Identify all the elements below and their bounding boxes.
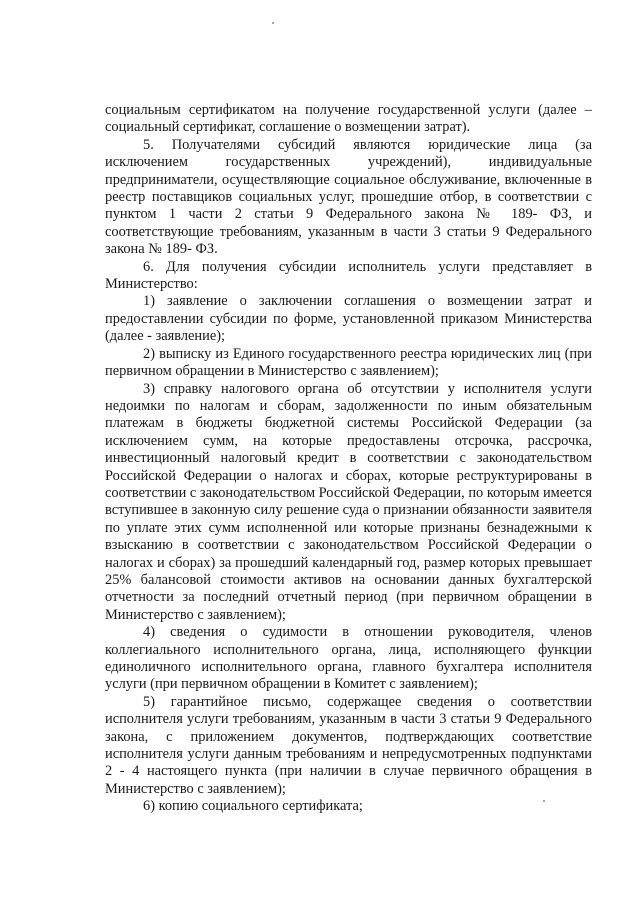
paragraph: 2) выписку из Единого государственного реестра юридических лиц (при первичном обращении в Министерство с заявлением);: [105, 345, 592, 380]
paragraph: 1) заявление о заключении соглашения о возмещении затрат и предоставлении субсидии по форме, установленной приказом Министерства (далее - заявление);: [105, 293, 592, 345]
paragraph: 4) сведения о судимости в отношении руководителя, членов коллегиального исполнительного органа, лица, исполняющего функции единоличного исполнительного органа, главного бухгалтера исполнителя услуги (при первичном обращении в Комитет с заявлением);: [105, 624, 592, 693]
paragraph: 5. Получателями субсидий являются юридические лица (за исключением государственных учреждений), индивидуальные предприниматели, осуществляющие социальное обслуживание, включенные в реестр поставщиков социальных услуг, прошедшие отбор, в соответствии с пунктом 1 части 2 статьи 9 Федерального закона № 189- ФЗ, и соответствующие требованиям, указанным в части 3 статьи 9 Федерального закона № 189- ФЗ.: [105, 136, 592, 258]
scan-speck: [272, 22, 274, 24]
document-body: [105, 102, 592, 816]
paragraph: 5) гарантийное письмо, содержащее сведения о соответствии исполнителя услуги требованиям, указанным в части 3 статьи 9 Федерального закона, с приложением документов, подтверждающих соответствие исполнителя услуги данным требованиям и непредусмотренных подпунктами 2 - 4 настоящего пункта (при наличии в случае первичного обращения в Министерство с заявлением);: [105, 693, 592, 797]
paragraph: 6) копию социального сертификата;: [143, 798, 363, 815]
paragraph: 3) справку налогового органа об отсутствии у исполнителя услуги недоимки по налогам и сборам, задолженности по иным обязательным платежам в бюджеты бюджетной системы Российской Федерации (за исключением сумм, на которые предоставлены отсрочка, рассрочка, инвестиционный налоговый кредит в соответствии с законодательством Российской Федерации о налогах и сборах, которые реструктурированы в соответствии с законодательством Российской Федерации, по которым имеется вступившее в законную силу решение суда о признании обязанности заявителя по уплате этих сумм исполненной или которые признаны безнадежными к взысканию в соответствии с законодательством Российской Федерации о налогах и сборах) за прошедший календарный год, размер которых превышает 25% балансовой стоимости активов на основании данных бухгалтерской отчетности за последний отчетный период (при первичном обращении в Министерство с заявлением);: [105, 380, 593, 623]
paragraph: социальным сертификатом на получение государственной услуги (далее – социальный сертификат, соглашение о возмещении затрат).: [105, 102, 592, 136]
paragraph: 6. Для получения субсидии исполнитель услуги представляет в Министерство:: [105, 258, 592, 293]
